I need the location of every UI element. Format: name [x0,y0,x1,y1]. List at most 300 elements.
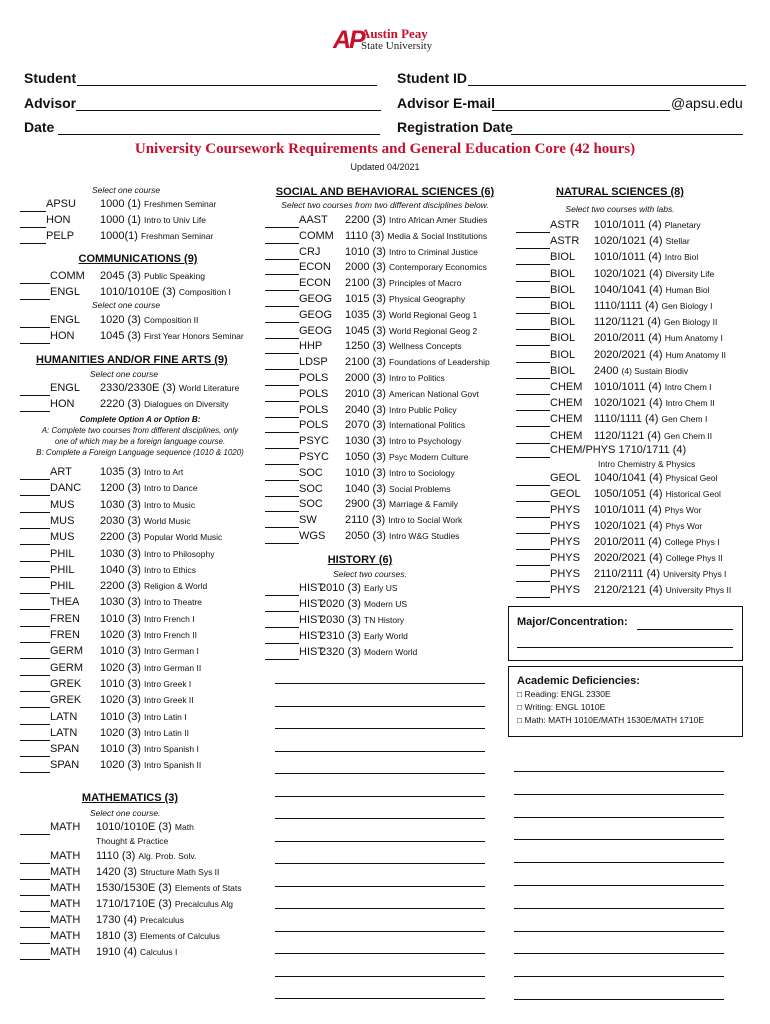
notes-line[interactable] [275,908,485,909]
course-subject: GEOL [550,488,581,500]
course-name: Alg. Prob. Solv. [138,851,197,861]
course-blank[interactable] [516,398,550,411]
course-row [20,628,197,643]
notes-line[interactable] [514,999,724,1000]
chem-phys-row [516,443,686,458]
deficiency-reading[interactable]: □ Reading: ENGL 2330E [517,689,611,699]
course-number: 1040 (3) Social Problems [345,482,451,495]
course-subject: BIOL [550,267,576,280]
course-name: Hum Anatomy II [665,349,727,360]
course-blank[interactable] [516,569,550,582]
course-subject: PHYS [550,584,580,596]
course-number: 2000 (3) Intro to Politics [345,372,445,384]
student-id-field[interactable] [468,85,746,86]
course-name: Early US [364,583,398,593]
course-number: 2110 (3) Intro to Social Work [345,514,463,527]
course-blank[interactable] [516,301,550,314]
course-blank[interactable] [265,341,299,354]
course-subject: POLS [299,419,329,432]
humanities-options [20,414,260,458]
advisor-email-label: Advisor E-mail [397,95,496,111]
course-name: Phys Wor [665,521,703,531]
course-blank[interactable] [20,483,50,496]
course-subject: GEOG [299,308,333,321]
course-name: Intro to Dance [144,483,198,494]
course-subject: LDSP [299,356,328,369]
course-number: 1010 (3) Intro to Sociology [345,466,455,479]
course-number: 1010 (3) Intro Spanish I [100,743,199,756]
course-row [516,331,723,346]
notes-line[interactable] [275,953,485,954]
email-suffix: @apsu.edu [671,95,743,111]
course-row [20,945,178,960]
course-blank[interactable] [516,553,550,566]
course-number: 1250 (3) Wellness Concepts [345,340,462,353]
course-blank[interactable] [20,883,50,896]
course-blank[interactable] [516,252,550,265]
course-blank[interactable] [265,357,299,370]
course-number: 2100 (3) Principles of Macro [345,277,462,290]
course-row [20,498,196,513]
course-row [516,348,727,363]
course-blank[interactable] [20,565,50,578]
course-blank[interactable] [265,615,299,628]
course-subject: LATN [50,726,78,739]
notes-line[interactable] [275,886,485,887]
notes-line[interactable] [275,863,485,864]
course-row [265,213,488,228]
option-a-continued: one of which may be a foreign language course. [54,437,226,446]
course-blank[interactable] [20,549,50,562]
course-blank[interactable] [20,399,50,412]
course-number: 1530/1530E (3) Elements of Stats [96,882,242,894]
course-subject: THEA [50,596,80,609]
course-name: Elements of Stats [174,883,242,893]
course-blank[interactable] [265,484,299,497]
course-subject: SW [299,514,317,527]
course-blank[interactable] [265,531,299,544]
course-name: World Regional Geog 1 [389,309,478,320]
course-blank[interactable] [20,695,50,708]
course-blank[interactable] [20,199,46,212]
course-subject: LATN [50,710,78,723]
course-subject: ECON [299,261,331,274]
course-name: Intro to Criminal Justice [389,246,478,257]
course-row [516,412,708,427]
course-subject: DANC [50,482,82,495]
course-number: 1020 (3) Intro Latin II [100,726,189,739]
course-row [20,929,220,944]
course-blank[interactable] [516,445,550,458]
course-blank[interactable] [265,247,299,260]
course-blank[interactable] [516,473,550,486]
course-row [20,595,203,610]
course-blank[interactable] [20,663,50,676]
course-name: Historical Geol [665,489,721,499]
course-blank[interactable] [516,585,550,598]
course-blank[interactable] [20,630,50,643]
course-subject: PHYS [550,536,580,548]
course-blank[interactable] [20,899,50,912]
course-subject: GEOG [299,293,333,305]
course-blank[interactable] [516,431,550,444]
course-name: Phys Wor [664,505,702,515]
course-row [265,613,405,628]
course-number: 1050 (3) Psyc Modern Culture [345,451,469,463]
advisor-email-field[interactable] [492,110,670,111]
course-row [516,299,713,314]
course-blank[interactable] [20,215,46,228]
course-name: Principles of Macro [389,278,462,289]
course-blank[interactable] [516,269,550,282]
course-subject: SPAN [50,759,80,772]
course-blank[interactable] [20,597,50,610]
course-blank[interactable] [20,614,50,627]
course-subject: MATH [50,914,81,926]
course-row [516,396,715,411]
course-row [20,849,197,864]
course-row [265,497,459,512]
notes-line[interactable] [275,998,485,999]
course-blank[interactable] [20,331,50,344]
course-blank[interactable] [265,420,299,433]
course-blank[interactable] [265,515,299,528]
course-name: Religion & World [144,581,208,592]
course-number: 2100 (3) Foundations of Leadership [345,356,490,369]
course-blank[interactable] [265,326,299,339]
course-blank[interactable] [20,532,50,545]
date-field[interactable] [58,134,380,135]
course-row [20,693,194,708]
course-blank[interactable] [265,583,299,596]
course-row [20,329,244,344]
course-blank[interactable] [20,851,50,864]
university-logo [333,26,443,56]
deficiency-writing[interactable]: □ Writing: ENGL 1010E [517,702,606,712]
major-field[interactable] [637,629,733,630]
course-subject: CHEM [550,381,583,393]
course-subject: MATH [50,930,81,942]
course-name: World Literature [178,383,240,393]
notes-line[interactable] [514,976,724,977]
course-name: Precalculus Alg [174,899,234,909]
course-number: 1010/1011 (4) Intro Biol [594,251,699,264]
course-blank[interactable] [265,631,299,644]
course-name: Modern US [364,599,408,609]
course-blank[interactable] [20,231,46,244]
course-name: University Phys II [665,585,732,595]
course-blank[interactable] [516,505,550,518]
notes-line[interactable] [275,796,485,797]
notes-line[interactable] [514,885,724,886]
course-row [20,397,229,412]
course-row [516,218,701,233]
notes-line[interactable] [275,706,485,707]
course-blank[interactable] [516,366,550,379]
chem-phys-name: Intro Chemistry & Physics [598,459,696,469]
course-name: Freshman Seminar [140,231,214,241]
course-subject: MATH [50,946,81,958]
course-name: Gen Chem II [663,430,713,441]
course-name: Marriage & Family [389,499,459,510]
course-number: 1010 (3) Intro Latin I [100,710,187,723]
course-blank[interactable] [20,760,50,773]
course-blank[interactable] [20,467,50,480]
course-row [265,403,457,418]
course-name: Human Biol [665,284,710,295]
course-blank[interactable] [265,389,299,402]
course-row [265,229,488,244]
major-field-line2[interactable] [517,647,733,648]
course-name: Freshmen Seminar [144,199,217,209]
course-blank[interactable] [20,712,50,725]
course-number: 1110 (3) Media & Social Institutions [345,229,488,242]
notes-line[interactable] [275,751,485,752]
course-subject: HON [50,330,75,342]
course-number: 1030 (3) Intro to Philosophy [100,547,215,560]
course-number: 2045 (3) Public Speaking [100,270,206,282]
course-subject: BIOL [550,348,576,361]
course-subject: ENGL [50,382,80,394]
course-subject: FREN [50,612,80,625]
course-subject: PHYS [550,552,580,564]
course-row [20,726,189,741]
course-blank[interactable] [265,468,299,481]
option-b: B: Complete a Foreign Language sequence (1010 & 1020) [36,448,244,457]
course-subject: ASTR [550,219,580,231]
course-blank[interactable] [20,646,50,659]
course-subject: COMM [50,270,85,282]
course-subject: MUS [50,498,75,511]
course-name: Intro W&G Studies [389,531,460,541]
course-blank[interactable] [20,822,50,835]
course-subject: PSYC [299,451,329,463]
course-number: 1010 (3) Intro German I [100,645,199,658]
course-blank[interactable] [516,333,550,346]
course-row [265,645,418,660]
course-blank[interactable] [516,489,550,502]
course-blank[interactable] [516,521,550,534]
course-name: Intro German I [144,646,199,657]
notes-line[interactable] [275,773,485,774]
notes-line[interactable] [514,794,724,795]
course-blank[interactable] [265,215,299,228]
notes-line[interactable] [514,839,724,840]
course-number: 1000(1) Freshman Seminar [100,230,214,242]
course-row [516,429,713,444]
course-blank[interactable] [20,728,50,741]
course-row [20,269,206,284]
course-number: 1810 (3) Elements of Calculus [96,930,220,942]
course-blank[interactable] [265,436,299,449]
course-number: 1050/1051 (4) Historical Geol [594,488,721,500]
course-row [20,579,208,594]
course-name: Psyc Modern Culture [389,452,469,462]
course-blank[interactable] [265,647,299,660]
notes-line[interactable] [275,931,485,932]
course-row [516,535,720,550]
course-row [20,881,242,896]
course-name: Intro Greek II [144,695,194,706]
course-blank[interactable] [516,236,550,249]
course-blank[interactable] [516,350,550,363]
notes-line[interactable] [275,683,485,684]
major-label: Major/Concentration: [517,616,628,628]
course-blank[interactable] [265,262,299,275]
history-title: HISTORY (6) [327,554,393,566]
course-blank[interactable] [265,310,299,323]
course-number: 1030 (3) Intro to Music [100,498,196,511]
course-row [265,450,469,465]
course-number: 2050 (3) Intro W&G Studies [345,530,460,542]
course-blank[interactable] [20,931,50,944]
course-subject: MATH [50,866,81,878]
course-blank[interactable] [265,452,299,465]
course-subject: PHIL [50,563,75,576]
notes-line[interactable] [514,862,724,863]
course-number: 2400 (4) Sustain Biodiv [594,364,689,377]
course-blank[interactable] [20,271,50,284]
student-field[interactable] [77,85,377,86]
course-name: Wellness Concepts [389,341,462,352]
course-name: Diversity Life [665,268,715,279]
course-number: 2040 (3) Intro Public Policy [345,403,457,416]
course-blank[interactable] [20,867,50,880]
course-number: 1020 (3) Intro French II [100,629,197,641]
course-blank[interactable] [20,947,50,960]
course-row [516,503,702,518]
course-blank[interactable] [516,537,550,550]
course-number: 2220 (3) Dialogues on Diversity [100,398,229,410]
course-blank[interactable] [20,315,50,328]
course-subject: GERM [50,661,83,674]
course-blank[interactable] [265,599,299,612]
course-blank[interactable] [265,294,299,307]
course-blank[interactable] [20,581,50,594]
notes-line[interactable] [514,908,724,909]
advisor-field[interactable] [76,110,381,111]
course-subject: BIOL [550,316,576,329]
course-row [20,865,220,880]
course-subject: BIOL [550,300,576,312]
course-blank[interactable] [265,499,299,512]
course-number: 1010/1010E (3) Composition I [100,286,231,298]
course-number: 1000 (1) Intro to Univ Life [100,214,206,226]
social-title: SOCIAL AND BEHAVIORAL SCIENCES (6) [275,186,495,198]
course-name: Intro African Amer Studies [389,215,488,225]
course-name: Modern World [364,647,418,657]
course-subject: POLS [299,387,329,400]
notes-line[interactable] [514,817,724,818]
course-number: 1020/1021 (4) Phys Wor [594,520,703,532]
course-name: American National Govt [389,388,479,399]
course-blank[interactable] [265,405,299,418]
course-row [20,758,202,773]
course-number: 1010 (3) Intro French I [100,612,195,625]
course-number: 2110/2111 (4) University Phys I [594,568,727,580]
course-number: 2200 (3) Popular World Music [100,531,223,544]
course-blank[interactable] [20,516,50,529]
course-name: Intro to Art [144,467,184,477]
notes-line[interactable] [514,931,724,932]
course-name: Intro Greek I [144,678,192,689]
course-number: 2010/2011 (4) College Phys I [594,536,720,548]
course-number: 1045 (3) World Regional Geog 2 [345,324,478,337]
course-blank[interactable] [20,915,50,928]
course-number: 1020 (3) Intro Spanish II [100,759,202,772]
course-number: 1020 (3) Composition II [100,314,199,326]
notes-line[interactable] [275,976,485,977]
history-note: Select two courses. [333,569,407,579]
course-blank[interactable] [265,231,299,244]
course-blank[interactable] [20,744,50,757]
course-row [516,267,715,282]
course-number: 2020/2021 (4) Hum Anatomy II [594,348,727,361]
course-number: 1035 (3) Intro to Art [100,466,184,478]
student-id-label: Student ID [397,70,467,86]
course-number: 1000 (1) Freshmen Seminar [100,198,217,210]
course-subject: PHIL [50,580,75,593]
course-subject: PSYC [299,435,329,448]
notes-line[interactable] [275,818,485,819]
course-subject: PELP [46,230,75,242]
course-subject: ENGL [50,314,80,326]
course-blank[interactable] [516,285,550,298]
notes-line[interactable] [514,771,724,772]
course-name: Intro Public Policy [389,404,457,415]
course-blank[interactable] [516,317,550,330]
course-blank[interactable] [20,679,50,692]
course-name: Gen Biology II [663,317,718,328]
course-blank[interactable] [20,287,50,300]
course-subject: PHYS [550,504,580,516]
notes-line[interactable] [275,841,485,842]
registration-date-field[interactable] [511,134,743,135]
course-row [20,229,214,244]
deficiency-math[interactable]: □ Math: MATH 1010E/MATH 1530E/MATH 1710E [517,715,705,725]
course-row [20,563,197,578]
updated-date: Updated 04/2021 [350,162,420,172]
course-blank[interactable] [20,383,50,396]
page-title: University Coursework Requirements and General Education Core (42 hours) [134,141,636,157]
notes-line[interactable] [514,953,724,954]
course-name: TN History [364,615,405,625]
course-blank[interactable] [20,500,50,513]
course-row [265,482,451,497]
course-subject: GEOG [299,324,333,337]
course-subject: CHEM/PHYS 1710/1711 (4) [550,444,687,456]
course-name: Intro to Psychology [389,436,462,447]
course-blank[interactable] [265,373,299,386]
course-blank[interactable] [516,382,550,395]
course-number: 2000 (3) Contemporary Economics [345,261,487,274]
communications-note: Select one course [92,300,161,310]
course-number: 2010 (3) Early US [320,582,398,594]
course-subject: ASTR [550,235,580,248]
course-name: Math [174,822,194,832]
course-name: Intro French I [144,613,195,624]
course-row [265,245,478,260]
course-name: Planetary [664,220,701,230]
course-blank[interactable] [516,414,550,427]
course-blank[interactable] [265,278,299,291]
notes-line[interactable] [275,728,485,729]
course-blank[interactable] [516,220,550,233]
course-number: 2310 (3) Early World [320,630,408,642]
course-number: 1110/1111 (4) Gen Chem I [594,413,708,426]
course-name: Intro to Sociology [389,467,455,478]
advisor-label: Advisor [24,95,77,111]
